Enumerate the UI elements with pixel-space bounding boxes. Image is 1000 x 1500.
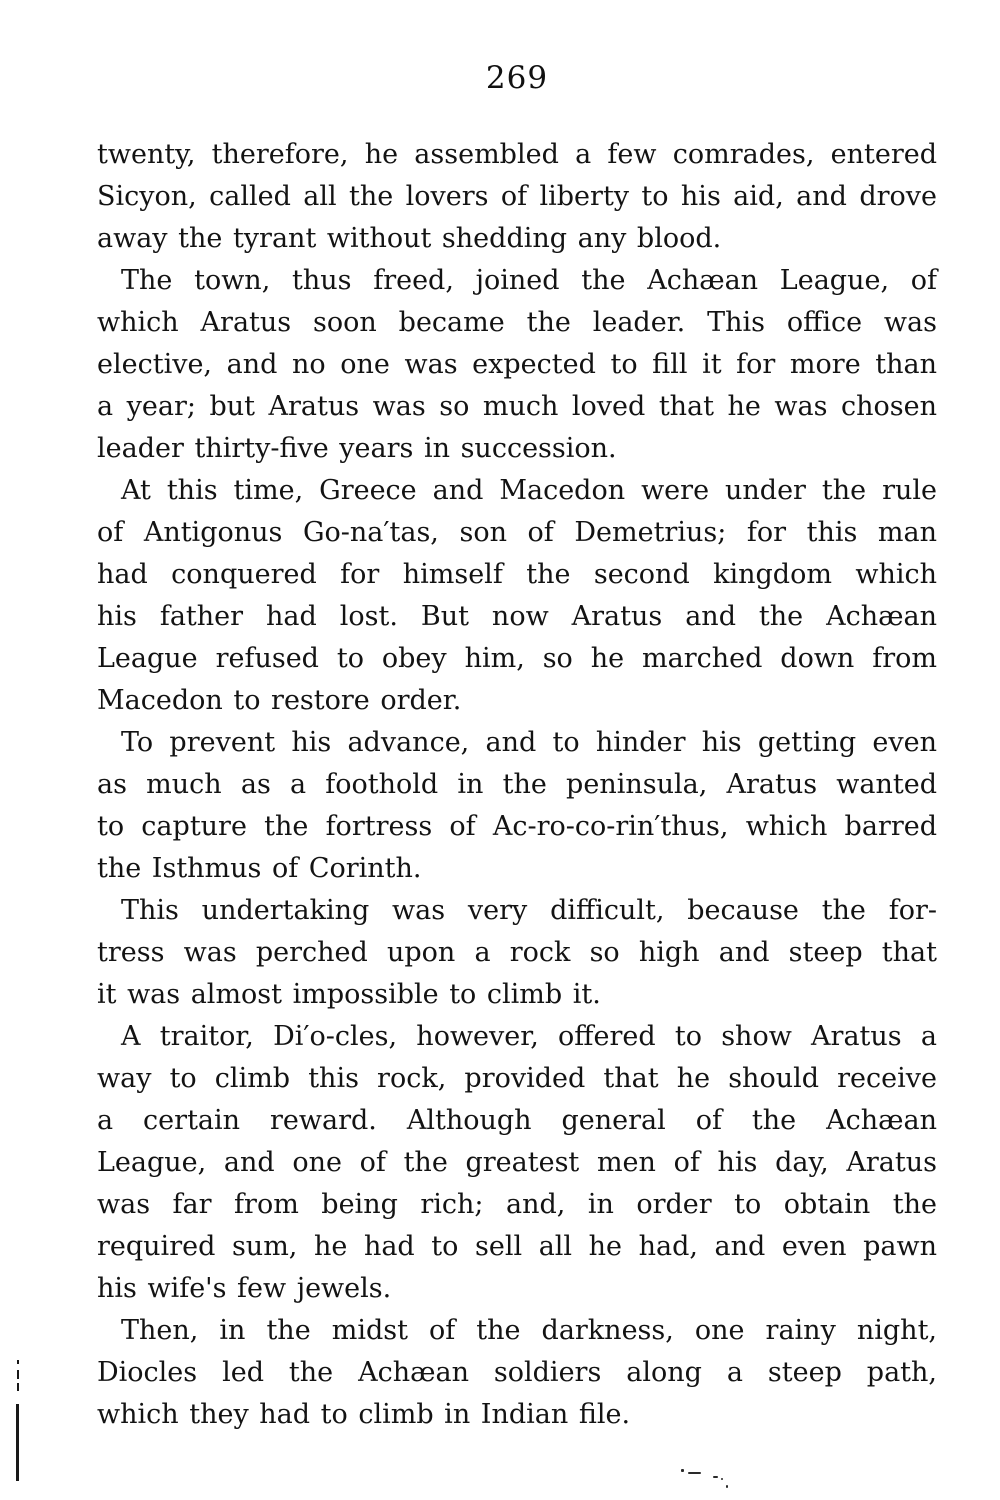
text-line: To prevent his advance, and to hinder his getting even: [121, 727, 937, 758]
paragraph: [97, 1016, 937, 1310]
paragraph: [97, 260, 937, 470]
paragraph: [97, 470, 937, 722]
text-line: tress was perched upon a rock so high and steep that: [97, 937, 937, 968]
text-line: Then, in the midst of the darkness, one rainy night,: [121, 1315, 937, 1346]
scan-artifact-speckle: [688, 1472, 701, 1474]
text-line: of Antigonus Go-na′tas, son of Demetrius; for this man: [97, 517, 937, 548]
text-line: his wife's few jewels.: [97, 1273, 392, 1304]
text-line: it was almost impossible to climb it.: [97, 979, 601, 1010]
text-line: A traitor, Di′o-cles, however, offered to show Aratus a: [121, 1021, 937, 1052]
text-line: way to climb this rock, provided that he should receive: [97, 1063, 937, 1094]
text-line: This undertaking was very difficult, because the for-: [121, 895, 937, 926]
text-line: At this time, Greece and Macedon were under the rule: [121, 475, 937, 506]
page-number: 269: [485, 60, 549, 96]
text-line: which they had to climb in Indian file.: [97, 1399, 631, 1430]
text-line: his father had lost. But now Aratus and the Achæan: [97, 601, 937, 632]
text-line: Macedon to restore order.: [97, 685, 462, 716]
scan-artifact-margin-line: [16, 1404, 19, 1481]
text-line: leader thirty-five years in succession.: [97, 433, 617, 464]
scan-artifact-speckle: [721, 1478, 723, 1480]
text-line: a year; but Aratus was so much loved that he was chosen: [97, 391, 937, 422]
scan-artifact-speckle: [713, 1476, 718, 1478]
text-line: a certain reward. Although general of the Achæan: [97, 1105, 937, 1136]
text-line: as much as a foothold in the peninsula, Aratus wanted: [97, 769, 937, 800]
text-line: to capture the fortress of Ac-ro-co-rin′thus, which barred: [97, 811, 937, 842]
text-line: was far from being rich; and, in order to obtain the: [97, 1189, 937, 1220]
text-line: the Isthmus of Corinth.: [97, 853, 422, 884]
text-line: The town, thus freed, joined the Achæan League, of: [121, 265, 937, 296]
scan-artifact-margin-dot: [17, 1360, 19, 1364]
text-line: Sicyon, called all the lovers of liberty to his aid, and drove: [97, 181, 937, 212]
text-line: twenty, therefore, he assembled a few comrades, entered: [97, 139, 937, 170]
scan-artifact-speckle: [726, 1485, 728, 1488]
text-block: [97, 134, 937, 1436]
text-line: required sum, he had to sell all he had, and even pawn: [97, 1231, 937, 1262]
paragraph: [97, 890, 937, 1016]
text-line: League, and one of the greatest men of his day, Aratus: [97, 1147, 937, 1178]
paragraph: [97, 722, 937, 890]
scan-artifact-margin-dash: [17, 1370, 19, 1379]
scan-artifact-margin-dash: [17, 1383, 19, 1391]
paragraph: [97, 134, 937, 260]
text-line: away the tyrant without shedding any blood.: [97, 223, 722, 254]
paragraph: [97, 1310, 937, 1436]
text-line: had conquered for himself the second kingdom which: [97, 559, 937, 590]
text-line: which Aratus soon became the leader. This office was: [97, 307, 937, 338]
scan-artifact-speckle: [681, 1469, 684, 1472]
text-line: Diocles led the Achæan soldiers along a steep path,: [97, 1357, 937, 1388]
text-line: League refused to obey him, so he marched down from: [97, 643, 937, 674]
text-line: elective, and no one was expected to fill it for more than: [97, 349, 937, 380]
